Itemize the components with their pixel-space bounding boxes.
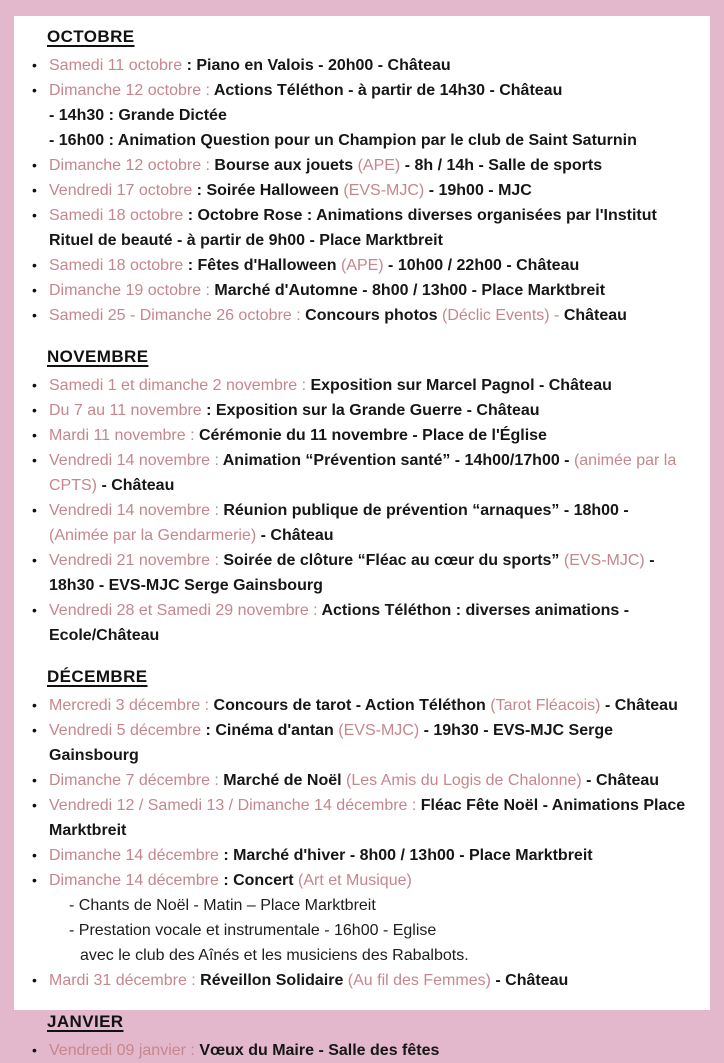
event-text	[49, 53, 690, 78]
event-highlight-text: (EVS-MJC)	[338, 722, 420, 739]
event-text-segment: : Concert	[218, 872, 298, 889]
event-text	[49, 868, 690, 893]
bullet-icon: •	[32, 377, 37, 393]
month-title: JANVIER	[47, 1012, 124, 1031]
event-item	[32, 278, 690, 303]
event-item	[32, 693, 690, 718]
event-highlight-text: Mardi 31 décembre :	[49, 972, 196, 989]
event-highlight-text: (Tarot Fléacois)	[490, 697, 601, 714]
event-highlight-text: Vendredi 12 / Samedi 13 / Dimanche 14 décembre :	[49, 797, 417, 814]
event-text-segment: Actions Téléthon - à partir de 14h30 - Château	[209, 82, 563, 99]
event-item	[32, 498, 690, 548]
event-item	[32, 843, 690, 868]
event-item	[32, 398, 690, 423]
event-text-segment: - 19h30 - EVS-MJC Serge Gainsbourg	[49, 722, 613, 764]
event-highlight-text: (APE)	[357, 157, 401, 174]
month-section-décembre	[32, 664, 690, 993]
event-text	[49, 498, 690, 548]
event-text-segment: : Cinéma d'antan	[201, 722, 339, 739]
bullet-icon: •	[32, 502, 37, 518]
event-text	[49, 448, 690, 498]
event-item	[32, 793, 690, 843]
event-highlight-text: Mercredi 3 décembre :	[49, 697, 210, 714]
bullet-icon: •	[32, 82, 37, 98]
event-text-segment: avec le club des Aînés et les musiciens des Rabalbots.	[80, 947, 469, 964]
event-text-segment: : Fêtes d'Halloween	[183, 257, 341, 274]
event-text-segment: Concours photos	[300, 307, 443, 324]
event-text	[49, 128, 690, 153]
event-highlight-text: (Animée par la Gendarmerie)	[49, 527, 257, 544]
bullet-icon: •	[32, 452, 37, 468]
event-text-segment: - Château	[256, 527, 334, 544]
event-item	[32, 968, 690, 993]
event-item	[32, 153, 690, 178]
event-text	[49, 253, 690, 278]
event-subline	[52, 918, 690, 943]
event-text-segment: Château	[559, 307, 627, 324]
month-title: DÉCEMBRE	[47, 667, 148, 686]
event-item	[32, 373, 690, 398]
event-text	[49, 398, 690, 423]
event-item	[32, 1038, 690, 1063]
bullet-icon: •	[32, 972, 37, 988]
event-highlight-text: Dimanche 14 décembre	[49, 847, 219, 864]
event-highlight-text: Samedi 1 et dimanche 2 novembre :	[49, 377, 307, 394]
event-text-segment: - 14h30 : Grande Dictée	[49, 107, 227, 124]
bullet-icon: •	[32, 797, 37, 813]
event-text-segment: - Château	[97, 477, 175, 494]
event-text-segment: - 8h / 14h - Salle de sports	[400, 157, 603, 174]
event-text-segment: Vœux du Maire - Salle des fêtes	[194, 1042, 440, 1059]
month-title: NOVEMBRE	[47, 347, 149, 366]
event-subline	[32, 128, 690, 153]
event-text	[49, 78, 690, 103]
event-highlight-text: Samedi 18 octobre	[49, 257, 184, 274]
event-highlight-text: (animée par la CPTS)	[49, 452, 677, 494]
event-text	[49, 793, 690, 843]
event-highlight-text: Vendredi 17 octobre	[49, 182, 193, 199]
event-subline	[52, 893, 690, 918]
event-item	[32, 868, 690, 893]
event-item	[32, 53, 690, 78]
event-highlight-text: (Déclic Events) -	[442, 307, 560, 324]
event-text-segment: Exposition sur Marcel Pagnol - Château	[306, 377, 612, 394]
event-highlight-text: Vendredi 21 novembre :	[49, 552, 219, 569]
bullet-icon: •	[32, 427, 37, 443]
event-text	[49, 598, 690, 648]
event-text	[49, 373, 690, 398]
event-text	[49, 423, 690, 448]
event-text-segment: - 19h00 - MJC	[424, 182, 532, 199]
bullet-icon: •	[32, 207, 37, 223]
event-highlight-text: Samedi 25 - Dimanche 26 octobre :	[49, 307, 301, 324]
event-text-segment: Marché d'Automne - 8h00 / 13h00 - Place Marktbreit	[209, 282, 606, 299]
event-text	[49, 693, 690, 718]
event-text	[69, 918, 690, 943]
bullet-icon: •	[32, 602, 37, 618]
event-subline	[32, 103, 690, 128]
event-text-segment: Actions Téléthon : diverses animations - Ecole/Château	[49, 602, 630, 644]
event-item	[32, 78, 690, 103]
event-text-segment: : Exposition sur la Grande Guerre - Château	[201, 402, 540, 419]
event-text-segment: Fléac Fête Noël - Animations Place Marktbreit	[49, 797, 686, 839]
event-text-segment: - 16h00 : Animation Question pour un Champion par le club de Saint Saturnin	[49, 132, 637, 149]
event-highlight-text: (Art et Musique)	[298, 872, 412, 889]
event-text-segment: : Piano en Valois - 20h00 - Château	[182, 57, 451, 74]
event-text	[49, 968, 690, 993]
event-text-segment: Réveillon Solidaire	[195, 972, 348, 989]
event-item	[32, 423, 690, 448]
bullet-icon: •	[32, 307, 37, 323]
event-text	[49, 718, 690, 768]
event-text-segment: - Prestation vocale et instrumentale - 16h00 - Eglise	[69, 922, 437, 939]
bullet-icon: •	[32, 1042, 37, 1058]
event-highlight-text: Vendredi 14 novembre :	[49, 452, 219, 469]
event-text	[49, 203, 690, 253]
event-text-segment: Marché de Noël	[218, 772, 347, 789]
event-text-segment: - Château	[600, 697, 678, 714]
events-list	[32, 24, 690, 1063]
bullet-icon: •	[32, 552, 37, 568]
event-text-segment: Concours de tarot - Action Téléthon	[209, 697, 491, 714]
bullet-icon: •	[32, 182, 37, 198]
bullet-icon: •	[32, 872, 37, 888]
event-item	[32, 718, 690, 768]
event-text	[49, 103, 690, 128]
event-highlight-text: Samedi 11 octobre	[49, 57, 183, 74]
bullet-icon: •	[32, 257, 37, 273]
bullet-icon: •	[32, 722, 37, 738]
event-text-segment: - 18h30 - EVS-MJC Serge Gainsbourg	[49, 552, 655, 594]
event-item	[32, 178, 690, 203]
event-item	[32, 303, 690, 328]
event-highlight-text: (Au fil des Femmes)	[347, 972, 491, 989]
event-text	[49, 153, 690, 178]
event-highlight-text: (APE)	[340, 257, 384, 274]
event-text	[49, 768, 690, 793]
event-text	[49, 278, 690, 303]
month-title: OCTOBRE	[47, 27, 135, 46]
event-text	[49, 1038, 690, 1063]
event-text-segment: - 10h00 / 22h00 - Château	[383, 257, 580, 274]
event-highlight-text: Dimanche 12 octobre :	[49, 157, 210, 174]
event-subline	[63, 943, 690, 968]
bullet-icon: •	[32, 697, 37, 713]
bullet-icon: •	[32, 847, 37, 863]
month-section-octobre	[32, 24, 690, 328]
event-item	[32, 253, 690, 278]
event-highlight-text: Vendredi 09 janvier :	[49, 1042, 195, 1059]
event-highlight-text: Du 7 au 11 novembre	[49, 402, 202, 419]
event-item	[32, 768, 690, 793]
bullet-icon: •	[32, 282, 37, 298]
event-highlight-text: (Les Amis du Logis de Chalonne)	[346, 772, 582, 789]
event-highlight-text: Dimanche 12 octobre :	[49, 82, 210, 99]
event-highlight-text: Vendredi 28 et Samedi 29 novembre :	[49, 602, 318, 619]
event-highlight-text: Dimanche 14 décembre	[49, 872, 219, 889]
event-text	[80, 943, 690, 968]
event-highlight-text: Dimanche 7 décembre :	[49, 772, 219, 789]
event-item	[32, 548, 690, 598]
event-text-segment: Bourse aux jouets	[209, 157, 358, 174]
event-item	[32, 598, 690, 648]
event-text	[69, 893, 690, 918]
event-highlight-text: (EVS-MJC)	[563, 552, 645, 569]
bullet-icon: •	[32, 57, 37, 73]
event-highlight-text: Vendredi 14 novembre :	[49, 502, 219, 519]
event-text-segment: Soirée de clôture “Fléac au cœur du sports”	[218, 552, 564, 569]
event-highlight-text: Dimanche 19 octobre :	[49, 282, 210, 299]
event-highlight-text: (EVS-MJC)	[343, 182, 425, 199]
event-text-segment: Animation “Prévention santé” - 14h00/17h00 -	[218, 452, 574, 469]
event-text-segment: : Octobre Rose : Animations diverses organisées par l'Institut Rituel de beauté - à partir de 9h00 - Place Marktbreit	[49, 207, 657, 249]
event-text	[49, 548, 690, 598]
event-text	[49, 843, 690, 868]
bullet-icon: •	[32, 402, 37, 418]
event-text-segment: : Soirée Halloween	[192, 182, 344, 199]
bullet-icon: •	[32, 157, 37, 173]
event-highlight-text: Mardi 11 novembre :	[49, 427, 195, 444]
month-section-janvier	[32, 1009, 690, 1063]
event-text-segment: Cérémonie du 11 novembre - Place de l'Église	[194, 427, 547, 444]
event-highlight-text: Samedi 18 octobre	[49, 207, 184, 224]
event-text-segment: - Château	[490, 972, 569, 989]
event-text-segment: - Chants de Noël - Matin – Place Marktbreit	[69, 897, 376, 914]
event-text	[49, 303, 690, 328]
event-item	[32, 203, 690, 253]
event-text-segment: Réunion publique de prévention “arnaques” - 18h00 -	[218, 502, 629, 519]
event-text-segment: - Château	[581, 772, 660, 789]
page	[14, 16, 710, 1059]
event-item	[32, 448, 690, 498]
bullet-icon: •	[32, 772, 37, 788]
event-text	[49, 178, 690, 203]
month-section-novembre	[32, 344, 690, 648]
event-text-segment: : Marché d'hiver - 8h00 / 13h00 - Place Marktbreit	[218, 847, 593, 864]
event-highlight-text: Vendredi 5 décembre	[49, 722, 202, 739]
